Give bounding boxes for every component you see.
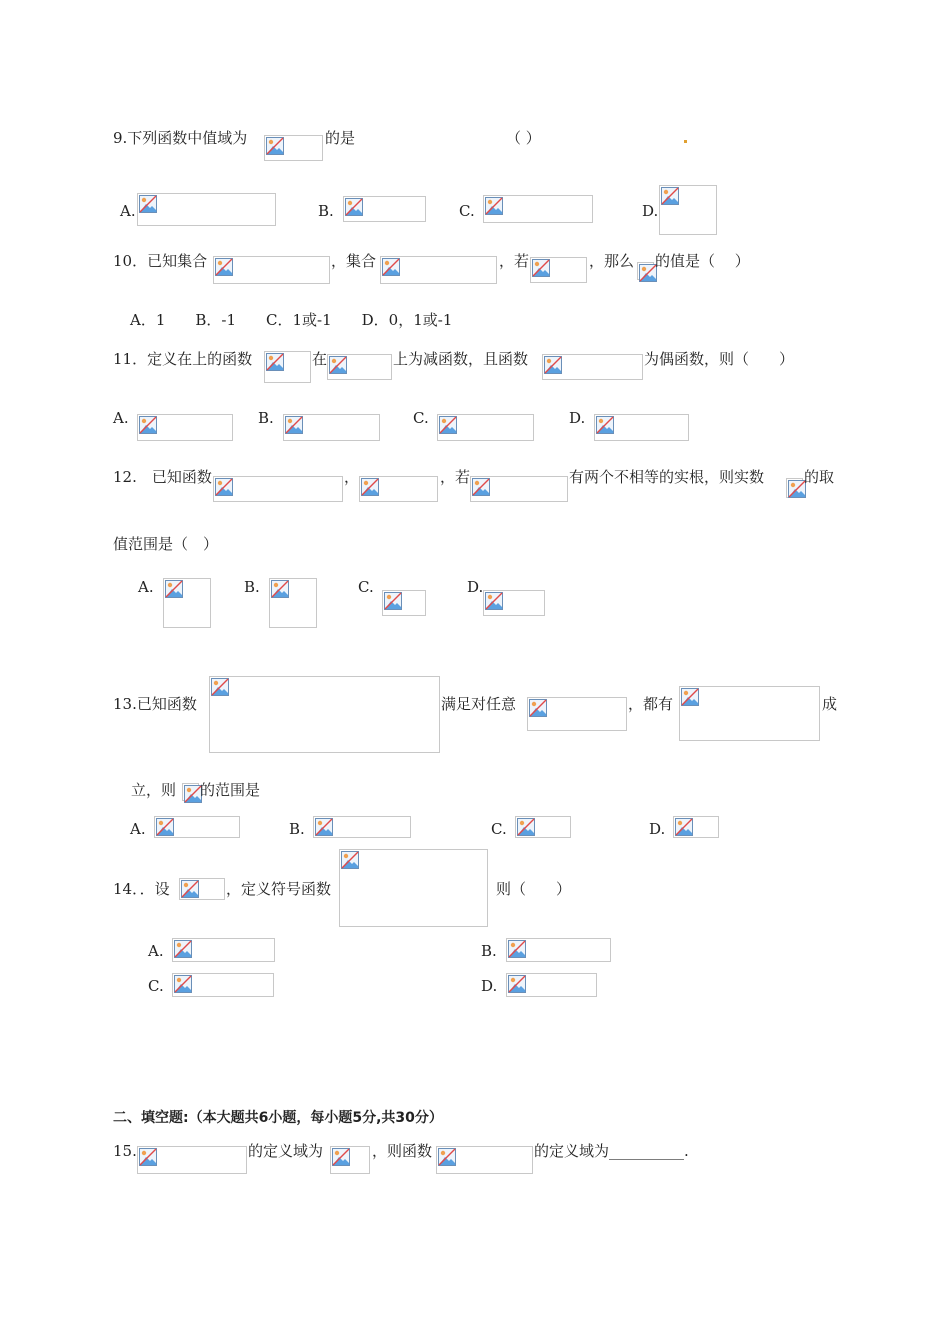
q11-stem-4: 为偶函数，则（ ） — [644, 350, 795, 368]
q10-stem-4: ，那么 — [589, 252, 635, 270]
q11-option-a-image — [137, 414, 233, 441]
q10-variable-image — [637, 262, 654, 280]
broken-image-icon — [181, 880, 199, 898]
q9-stem-b: 的是 — [325, 129, 356, 147]
broken-image-icon — [329, 356, 347, 374]
broken-image-icon — [315, 818, 333, 836]
broken-image-icon — [332, 1148, 350, 1166]
q14-option-d-label: D. — [481, 977, 498, 995]
q13-variable-image — [182, 783, 199, 801]
q14-option-a-label: A. — [148, 942, 164, 960]
broken-image-icon — [139, 1148, 157, 1166]
q13-piecewise-function-image — [209, 676, 440, 753]
broken-image-icon — [485, 592, 503, 610]
q13-option-d-image — [673, 816, 719, 838]
q9-option-d-label: D. — [642, 202, 659, 220]
q14-variable-image — [179, 878, 225, 900]
q13-option-c-label: C. — [491, 820, 507, 838]
q13-stem-3: ，都有 — [628, 695, 674, 713]
q13-stem-2: 满足对任意 — [441, 695, 517, 713]
q13-stem-1: 13.已知函数 — [113, 695, 197, 713]
q9-formula-image — [264, 135, 323, 161]
q15-stem-4: 的定义域为__________. — [534, 1142, 689, 1160]
q9-option-a-label: A. — [120, 202, 136, 220]
broken-image-icon — [139, 416, 157, 434]
q12-stem-2: ， — [344, 468, 360, 486]
broken-image-icon — [675, 818, 693, 836]
broken-image-icon — [174, 940, 192, 958]
q12-option-d-image — [483, 590, 545, 616]
q10-set-a-image — [213, 256, 330, 284]
broken-image-icon — [596, 416, 614, 434]
q13-stem-4: 成 — [822, 695, 838, 713]
broken-image-icon — [508, 940, 526, 958]
broken-image-icon — [266, 353, 284, 371]
q9-option-b-label: B. — [318, 202, 334, 220]
q13-option-a-label: A. — [130, 820, 146, 838]
q9-option-c-label: C. — [459, 202, 475, 220]
q12-stem-1: 12. 已知函数 — [113, 468, 212, 486]
q13-stem-6: 的范围是 — [200, 781, 261, 799]
q12-option-b-label: B. — [244, 578, 260, 596]
q12-stem-6: 值范围是（ ） — [113, 535, 219, 553]
broken-image-icon — [439, 416, 457, 434]
q14-sign-function-image — [339, 849, 488, 927]
broken-image-icon — [472, 478, 490, 496]
q14-stem-3: 则（ ） — [496, 880, 572, 898]
q15-stem-2: 的定义域为 — [248, 1142, 324, 1160]
broken-image-icon — [529, 699, 547, 717]
q9-option-a-image — [137, 193, 276, 226]
q14-option-d-image — [506, 973, 597, 997]
q10-stem-5: 的值是（ ） — [655, 252, 750, 270]
q13-inequality-image — [679, 686, 820, 741]
decorative-dot — [684, 140, 687, 143]
q13-condition-image — [527, 697, 627, 731]
q10-condition-image — [530, 257, 587, 283]
broken-image-icon — [271, 580, 289, 598]
broken-image-icon — [285, 416, 303, 434]
broken-image-icon — [438, 1148, 456, 1166]
q12-option-d-label: D. — [467, 578, 484, 596]
broken-image-icon — [341, 851, 359, 869]
broken-image-icon — [532, 259, 550, 277]
q12-stem-3: ，若 — [440, 468, 471, 486]
q10-stem-3: ，若 — [499, 252, 530, 270]
q11-stem-3: 上为减函数，且函数 — [393, 350, 529, 368]
q12-option-a-image — [163, 578, 211, 628]
q10-set-b-image — [380, 256, 497, 284]
q14-option-a-image — [172, 938, 275, 962]
broken-image-icon — [661, 187, 679, 205]
broken-image-icon — [345, 198, 363, 216]
q9-option-c-image — [483, 195, 593, 223]
q13-stem-5: 立，则 — [131, 781, 177, 799]
broken-image-icon — [508, 975, 526, 993]
q12-option-a-label: A. — [138, 578, 154, 596]
broken-image-icon — [215, 478, 233, 496]
q10-stem-2: ，集合 — [331, 252, 377, 270]
q14-option-c-label: C. — [148, 977, 164, 995]
broken-image-icon — [266, 137, 284, 155]
q9-stem-a: 9.下列函数中值域为 — [113, 129, 248, 147]
q9-option-d-image — [659, 185, 717, 235]
q11-option-a-label: A. — [113, 409, 129, 427]
broken-image-icon — [544, 356, 562, 374]
q11-interval-image — [327, 354, 392, 380]
q12-stem-5: 的取 — [804, 468, 835, 486]
q11-even-function-image — [542, 354, 643, 380]
q11-function-image — [264, 351, 311, 383]
q11-stem-1: 11．定义在上的函数 — [113, 350, 253, 368]
q14-stem-2: ，定义符号函数 — [226, 880, 332, 898]
broken-image-icon — [215, 258, 233, 276]
q11-option-d-image — [594, 414, 689, 441]
q12-option-c-image — [382, 590, 426, 616]
q10-stem-1: 10．已知集合 — [113, 252, 208, 270]
broken-image-icon — [174, 975, 192, 993]
q15-stem-1: 15. — [113, 1142, 137, 1160]
q12-function-image — [213, 476, 343, 502]
q11-option-b-image — [283, 414, 380, 441]
broken-image-icon — [156, 818, 174, 836]
broken-image-icon — [361, 478, 379, 496]
q9-answer-paren: （ ） — [506, 129, 541, 147]
q12-stem-4: 有两个不相等的实根，则实数 — [569, 468, 765, 486]
q13-option-a-image — [154, 816, 240, 838]
q15-function-image — [137, 1146, 247, 1174]
broken-image-icon — [165, 580, 183, 598]
broken-image-icon — [211, 678, 229, 696]
broken-image-icon — [681, 688, 699, 706]
broken-image-icon — [517, 818, 535, 836]
q11-option-c-label: C. — [413, 409, 429, 427]
q11-option-c-image — [437, 414, 534, 441]
q13-option-d-label: D. — [649, 820, 666, 838]
q12-equation-image — [470, 476, 568, 502]
broken-image-icon — [382, 258, 400, 276]
q12-option-b-image — [269, 578, 317, 628]
q11-option-d-label: D. — [569, 409, 586, 427]
section-2-heading: 二、填空题:（本大题共6小题，每小题5分,共30分） — [113, 1110, 443, 1126]
q13-option-b-label: B. — [289, 820, 305, 838]
broken-image-icon — [485, 197, 503, 215]
q14-option-b-label: B. — [481, 942, 497, 960]
broken-image-icon — [384, 592, 402, 610]
q14-option-c-image — [172, 973, 274, 997]
q11-option-b-label: B. — [258, 409, 274, 427]
q15-domain-image — [330, 1146, 370, 1174]
q15-stem-3: ，则函数 — [372, 1142, 433, 1160]
q14-option-b-image — [506, 938, 611, 962]
q15-composite-function-image — [436, 1146, 533, 1174]
broken-image-icon — [139, 195, 157, 213]
q9-option-b-image — [343, 196, 426, 222]
q12-second-function-image — [359, 476, 438, 502]
q13-option-b-image — [313, 816, 411, 838]
q13-option-c-image — [515, 816, 571, 838]
q10-choices: A．1 B．-1 C．1或-1 D．0，1或-1 — [130, 311, 453, 329]
q12-variable-image — [786, 478, 803, 498]
q12-option-c-label: C. — [358, 578, 374, 596]
q11-stem-2: 在 — [312, 350, 328, 368]
q14-stem-1: 14．．设 — [113, 880, 170, 898]
